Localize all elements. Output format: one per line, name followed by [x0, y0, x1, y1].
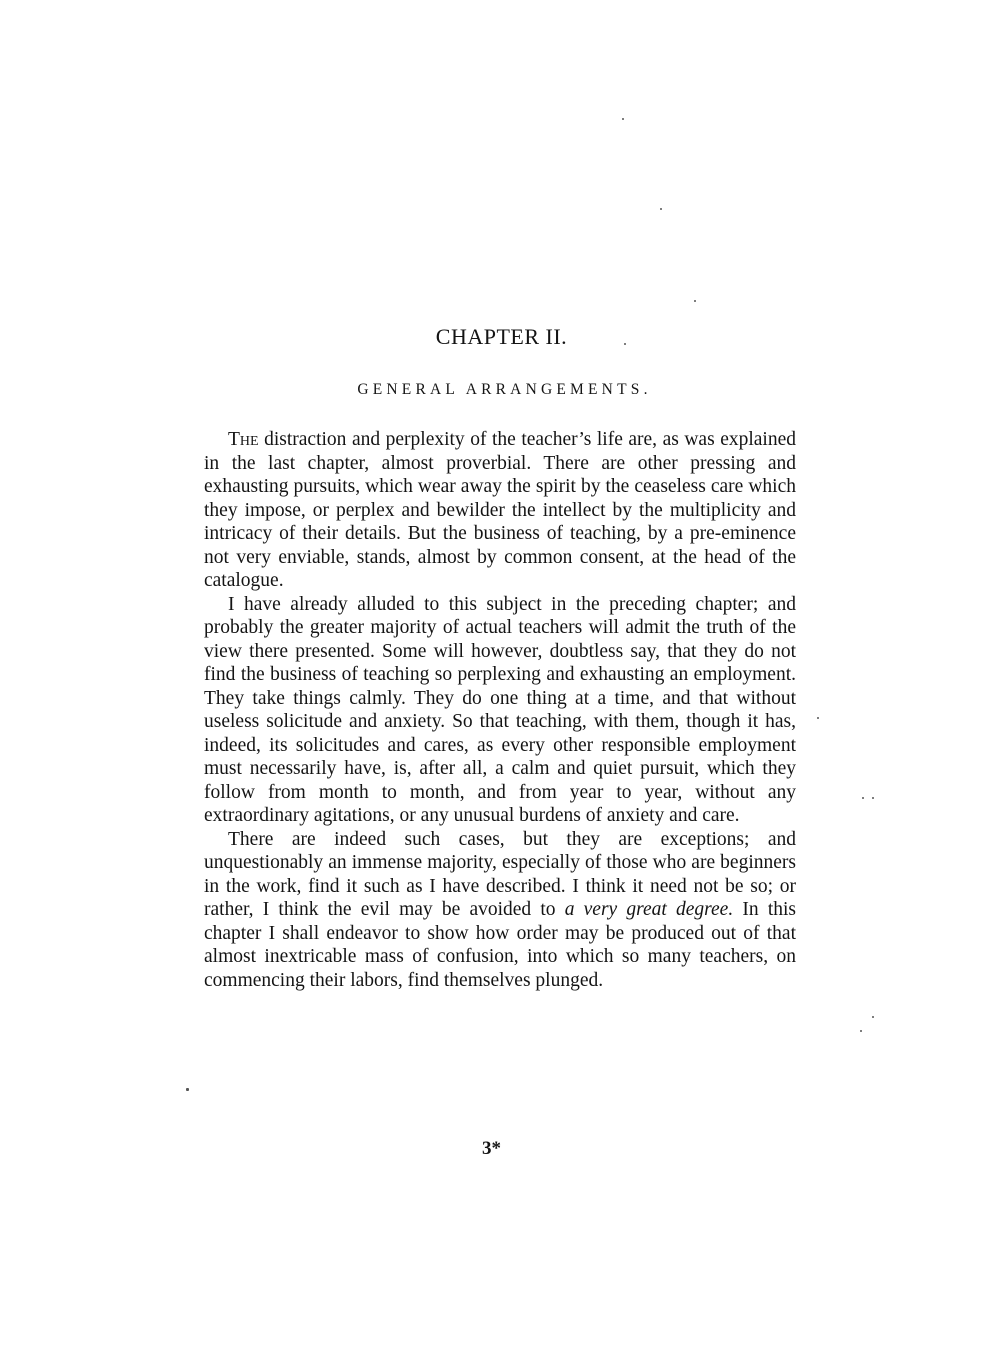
scan-speck [186, 1088, 189, 1091]
scan-speck [872, 797, 874, 799]
paragraph-3-text-end: In this chapter I shall endeavor to show how order may be produced out of that almost inextricable mass of confusion, into which so many teachers, on commencing their labors, find themselves plunged. [204, 899, 797, 991]
signature-mark: 3* [482, 1138, 501, 1159]
chapter-title: CHAPTER II. [435, 324, 568, 349]
scan-speck [862, 797, 864, 799]
chapter-body [204, 428, 796, 992]
scan-speck [660, 208, 662, 210]
paragraph-1 [204, 428, 796, 593]
paragraph-1-text: distraction and perplexity of the teacher’s life are, as was explained in the last chapter, almost proverbial. There are other pressing and exhausting pursuits, which wear away the spirit by the ceaseless care which they impose, or perplex and bewilder the intellect by the multiplicity and intricacy of their details. But the business of teaching, by a pre-eminence not very enviable, stands, almost by common consent, at the head of the catalogue. [204, 429, 796, 591]
paragraph-1-lead: The [228, 429, 259, 450]
paragraph-3-emphasis: a very great degree. [564, 899, 734, 920]
chapter-subtitle: GENERAL ARRANGEMENTS. [357, 381, 652, 398]
scan-speck [624, 343, 626, 345]
paragraph-2: I have already alluded to this subject in the preceding chapter; and probably the greater majority of actual teachers will admit the truth of the view there presented. Some will however, doubtless say, that they do not find the business of teaching so perplexing and exhausting an employment. They take things calmly. They do one thing at a time, and that without useless solicitude and anxiety. So that teaching, with them, though it has, indeed, its solicitudes and cares, as every other responsible employment must necessarily have, is, after all, a calm and quiet pursuit, which they follow from month to month, and from year to year, without any extraordinary agitations, or any unusual burdens of anxiety and care. [204, 593, 796, 826]
paragraph-3-text-start: There are indeed such cases, but they are exceptions; and unquestionably an immense majority, especially of those who are beginners in the work, find it such as I have described. I think it need not be so; or rather, I think the evil may be avoided to [204, 828, 796, 920]
scan-speck [872, 1016, 874, 1018]
scan-speck [817, 717, 819, 719]
paragraph-3 [204, 828, 796, 993]
scan-speck [622, 118, 624, 120]
scan-speck [860, 1030, 862, 1032]
scan-speck [694, 300, 696, 302]
